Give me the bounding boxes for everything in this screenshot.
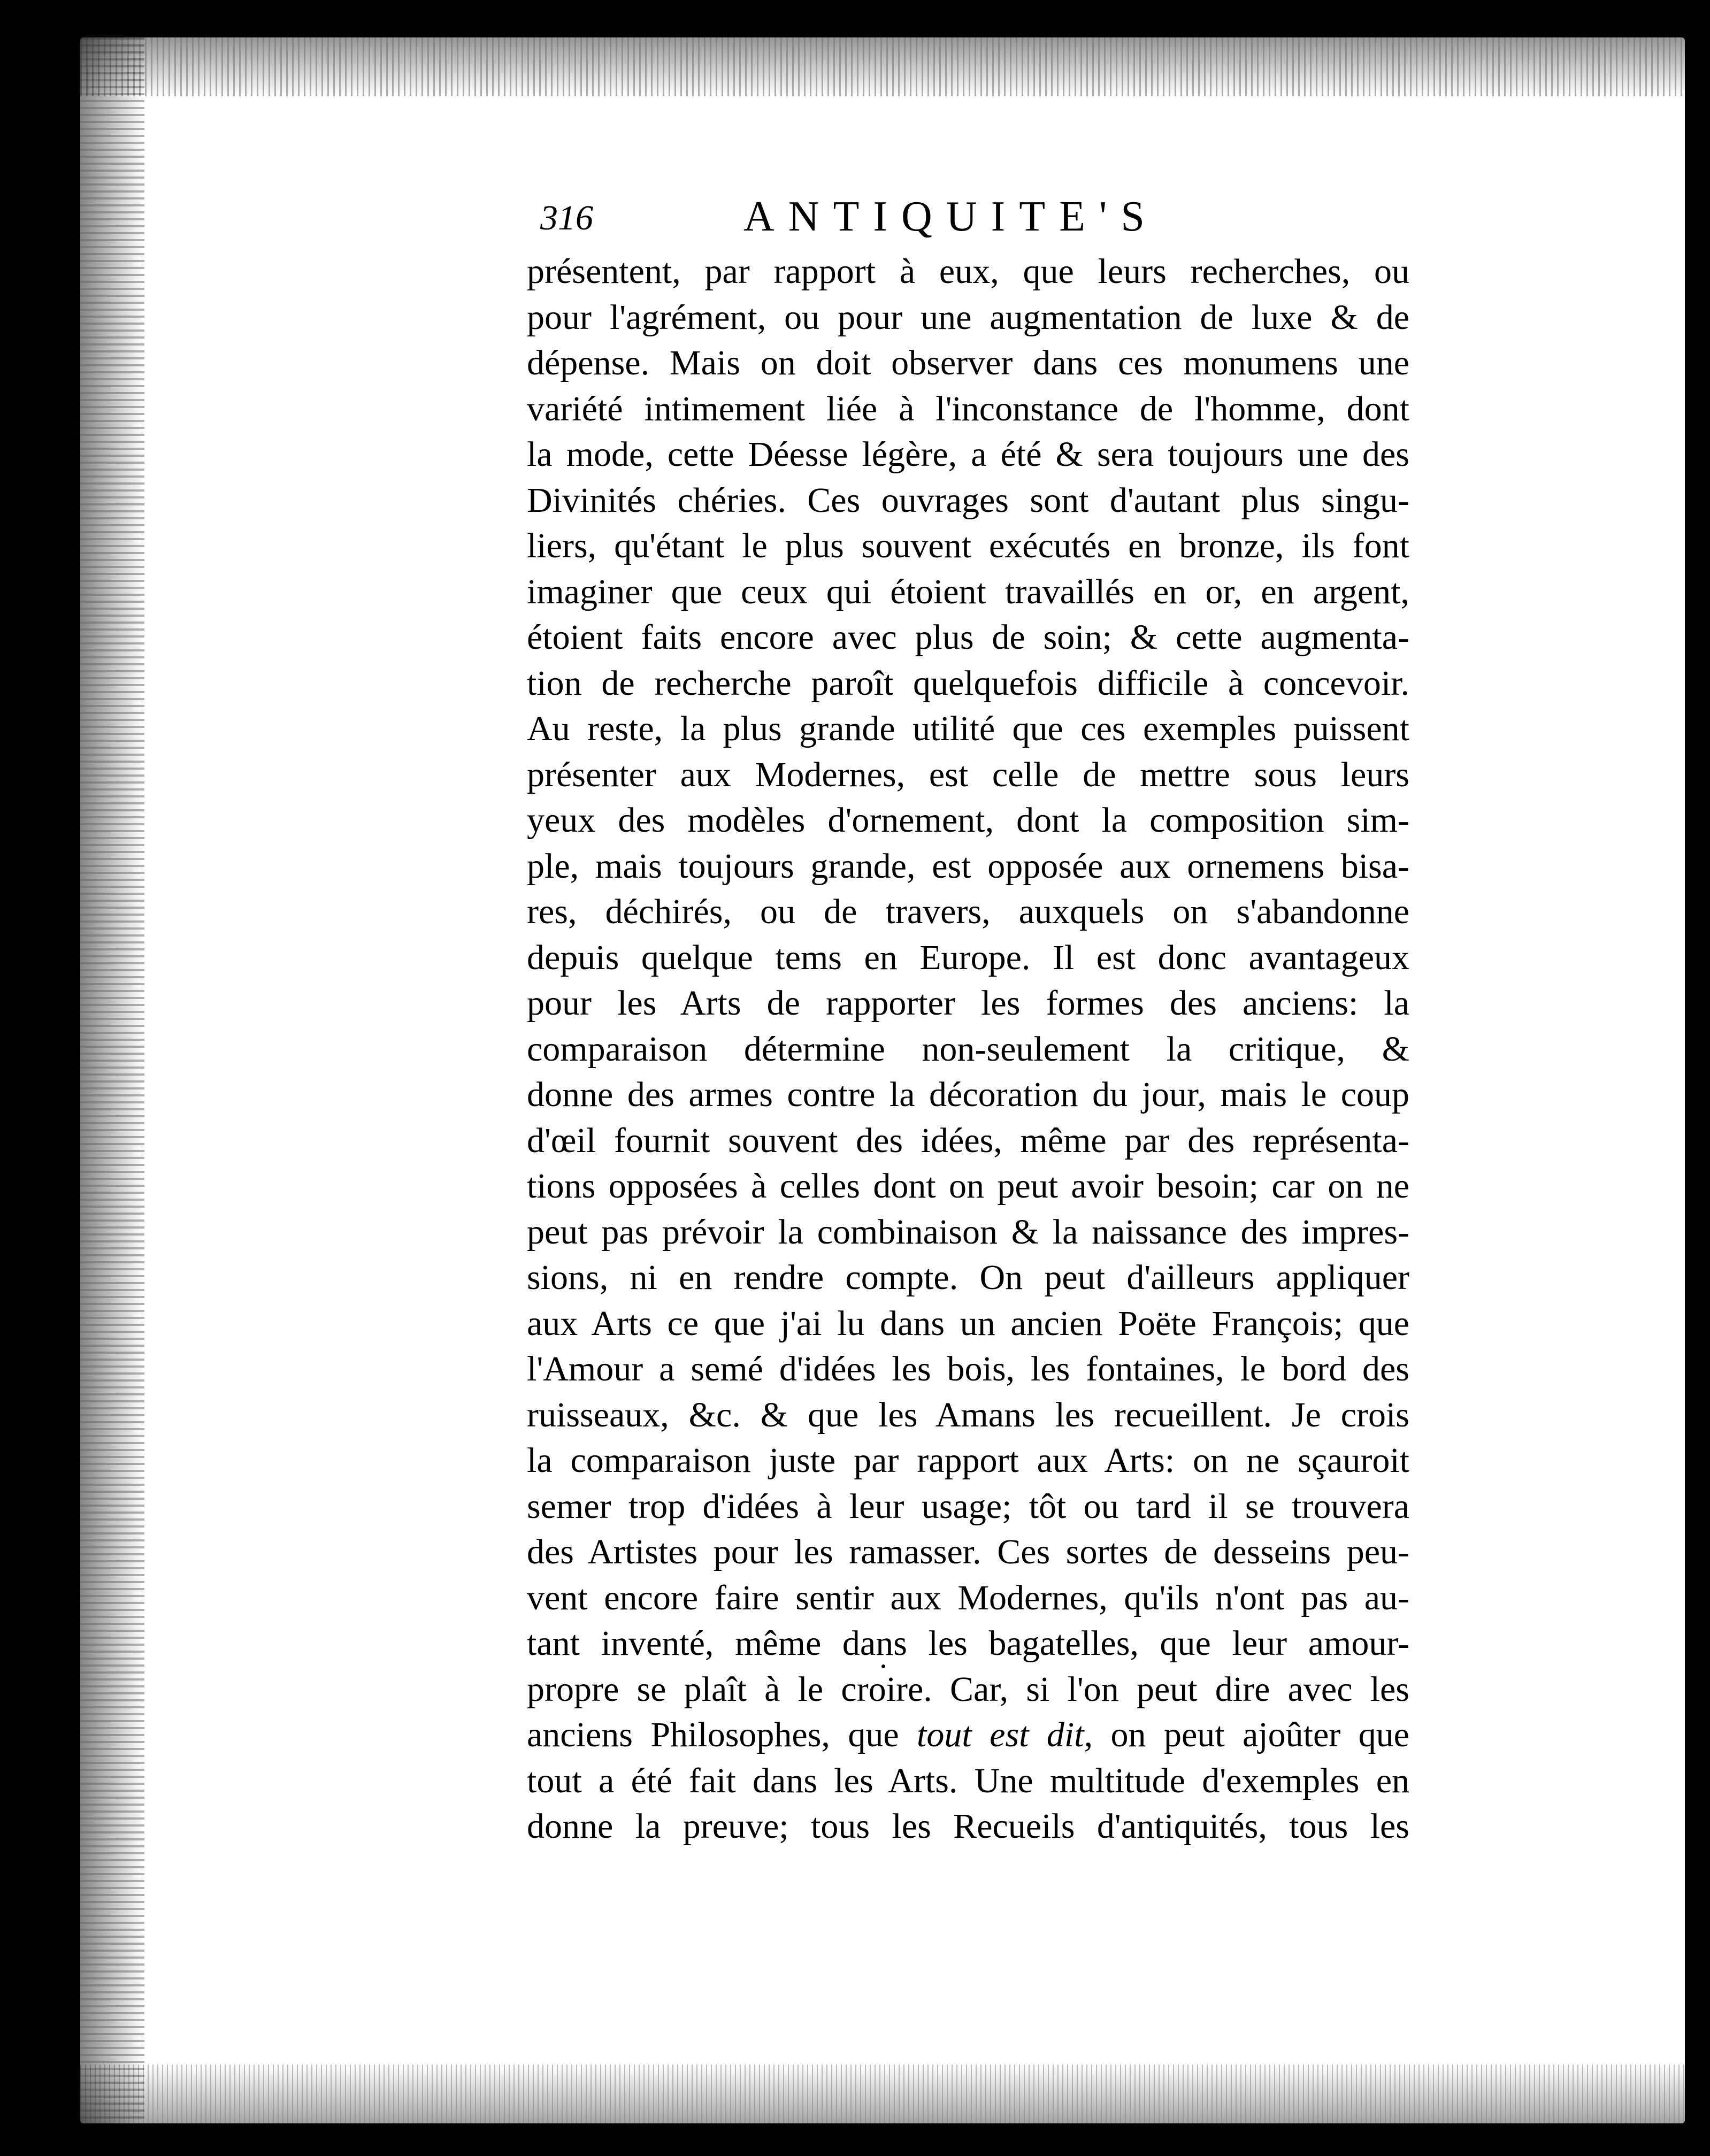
text-line: ruisseaux, &c. & que les Amans les recueillent. Je crois [527,1395,1409,1434]
text-line: la mode, cette Déesse légère, a été & sera toujours une des [527,435,1409,474]
text-line: présentent, par rapport à eux, que leurs recherches, ou [527,252,1409,291]
text-line: tout a été fait dans les Arts. Une multitude d'exemples en [527,1761,1409,1800]
text-line: depuis quelque tems en Europe. Il est donc avantageux [527,938,1409,977]
page-header [540,193,1450,251]
text-line: res, déchirés, ou de travers, auxquels on s'abandonne [527,892,1409,931]
page-number: 316 [540,198,593,237]
text-line: tions opposées à celles dont on peut avoir besoin; car on ne [527,1167,1409,1206]
ink-speck [881,1664,885,1668]
text-line: sions, ni en rendre compte. On peut d'ailleurs appliquer [527,1258,1409,1297]
text-line: variété intimement liée à l'inconstance de l'homme, dont [527,389,1409,428]
text-line: pour les Arts de rapporter les formes des anciens: la [527,984,1409,1023]
text-line: donne la preuve; tous les Recueils d'antiquités, tous les [527,1807,1409,1846]
text-line: vent encore faire sentir aux Modernes, qu'ils n'ont pas au- [527,1578,1409,1617]
text-line: peut pas prévoir la combinaison & la naissance des impres- [527,1212,1409,1252]
text-line: donne des armes contre la décoration du jour, mais le coup [527,1075,1409,1114]
text-line: la comparaison juste par rapport aux Arts: on ne sçauroit [527,1441,1409,1480]
text-line: ple, mais toujours grande, est opposée aux ornemens bisa- [527,846,1409,886]
scan-noise-left [80,37,144,2123]
text-line: yeux des modèles d'ornement, dont la composition sim- [527,801,1409,840]
text-line: liers, qu'étant le plus souvent exécutés en bronze, ils font [527,526,1409,565]
text-line: pour l'agrément, ou pour une augmentation de luxe & de [527,297,1409,337]
text-line: Divinités chéries. Ces ouvrages sont d'autant plus singu- [527,480,1409,520]
text-line: tant inventé, même dans les bagatelles, que leur amour- [527,1624,1409,1663]
text-line: comparaison détermine non-seulement la critique, & [527,1029,1409,1069]
text-line: d'œil fournit souvent des idées, même par des représenta- [527,1121,1409,1160]
text-line: dépense. Mais on doit observer dans ces monumens une [527,343,1409,382]
body-text [527,249,1409,1850]
text-line: des Artistes pour les ramasser. Ces sortes de desseins peu- [527,1532,1409,1571]
text-line: étoient faits encore avec plus de soin; & cette augmenta- [527,618,1409,657]
text-line: propre se plaît à le croire. Car, si l'on peut dire avec les [527,1669,1409,1709]
text-line: semer trop d'idées à leur usage; tôt ou tard il se trouvera [527,1486,1409,1526]
text-line: anciens Philosophes, que tout est dit, on peut ajoûter que [527,1715,1409,1754]
text-line: tion de recherche paroît quelquefois difficile à concevoir. [527,663,1409,703]
text-line: présenter aux Modernes, est celle de mettre sous leurs [527,755,1409,794]
running-title: ANTIQUITE'S [743,193,1159,240]
text-line: imaginer que ceux qui étoient travaillés en or, en argent, [527,572,1409,611]
scan-noise-top [80,37,1685,96]
text-line: l'Amour a semé d'idées les bois, les fontaines, le bord des [527,1349,1409,1388]
scan-noise-bottom [80,2065,1685,2123]
text-line: Au reste, la plus grande utilité que ces exemples puissent [527,709,1409,748]
text-line: aux Arts ce que j'ai lu dans un ancien Poëte François; que [527,1303,1409,1343]
